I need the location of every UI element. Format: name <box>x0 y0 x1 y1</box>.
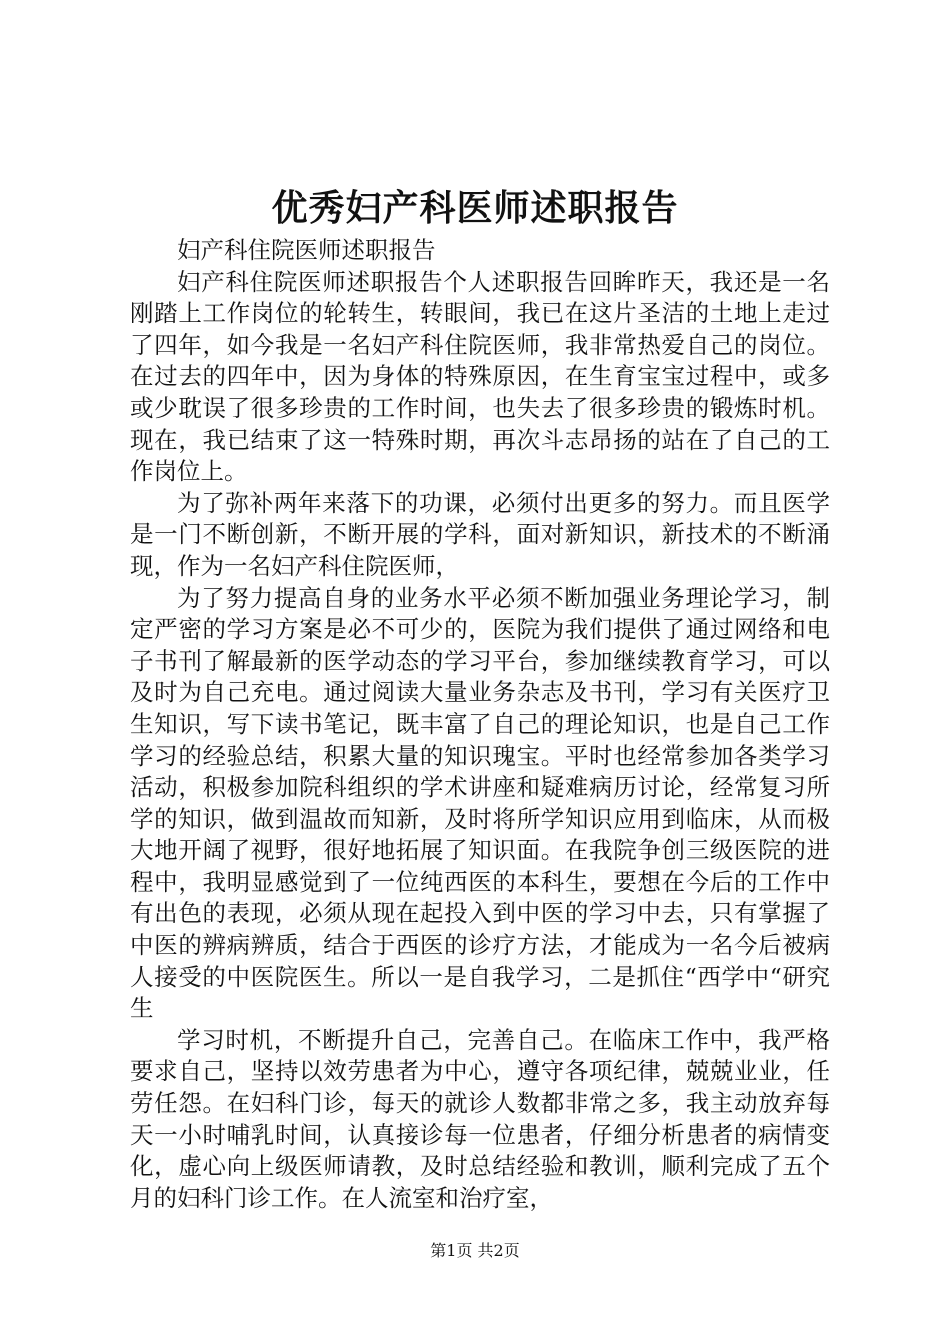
paragraph-effort: 为了弥补两年来落下的功课，必须付出更多的努力。而且医学是一门不断创新，不断开展的学科，面对新知识，新技术的不断涌现，作为一名妇产科住院医师， <box>130 488 830 580</box>
paragraph-subtitle: 妇产科住院医师述职报告 <box>177 236 436 264</box>
document-body <box>130 235 830 1214</box>
paragraph-study: 为了努力提高自身的业务水平必须不断加强业务理论学习，制定严密的学习方案是必不可少的，医院为我们提供了通过网络和电子书刊了解最新的医学动态的学习平台，参加继续教育学习，可以及时为自己充电。通过阅读大量业务杂志及书刊，学习有关医疗卫生知识，写下读书笔记，既丰富了自己的理论知识，也是自己工作学习的经验总结，积累大量的知识瑰宝。平时也经常参加各类学习活动，积极参加院科组织的学术讲座和疑难病历讨论，经常复习所学的知识，做到温故而知新，及时将所学知识应用到临床，从而极大地开阔了视野，很好地拓展了知识面。在我院争创三级医院的进程中，我明显感觉到了一位纯西医的本科生，要想在今后的工作中有出色的表现，必须从现在起投入到中医的学习中去，只有掌握了中医的辨病辨质，结合于西医的诊疗方法，才能成为一名今后被病人接受的中医院医生。所以一是自我学习，二是抓住“西学中“研究生 <box>130 583 830 1023</box>
page-footer: 第1页 共2页 <box>430 1241 520 1260</box>
paragraph-clinical: 学习时机，不断提升自己，完善自己。在临床工作中，我严格要求自己，坚持以效劳患者为中心，遵守各项纪律，兢兢业业，任劳任怨。在妇科门诊，每天的就诊人数都非常之多，我主动放弃每天一小时哺乳时间，认真接诊每一位患者，仔细分析患者的病情变化，虚心向上级医师请教，及时总结经验和教训，顺利完成了五个月的妇科门诊工作。在人流室和治疗室， <box>130 1025 830 1212</box>
document-title: 优秀妇产科医师述职报告 <box>271 188 679 229</box>
paragraph-intro: 妇产科住院医师述职报告个人述职报告回眸昨天，我还是一名刚踏上工作岗位的轮转生，转眼间，我已在这片圣洁的土地上走过了四年，如今我是一名妇产科住院医师，我非常热爱自己的岗位。在过去的四年中，因为身体的特殊原因，在生育宝宝过程中，或多或少耽误了很多珍贵的工作时间，也失去了很多珍贵的锻炼时机。现在，我已结束了这一特殊时期，再次斗志昂扬的站在了自己的工作岗位上。 <box>130 267 830 486</box>
